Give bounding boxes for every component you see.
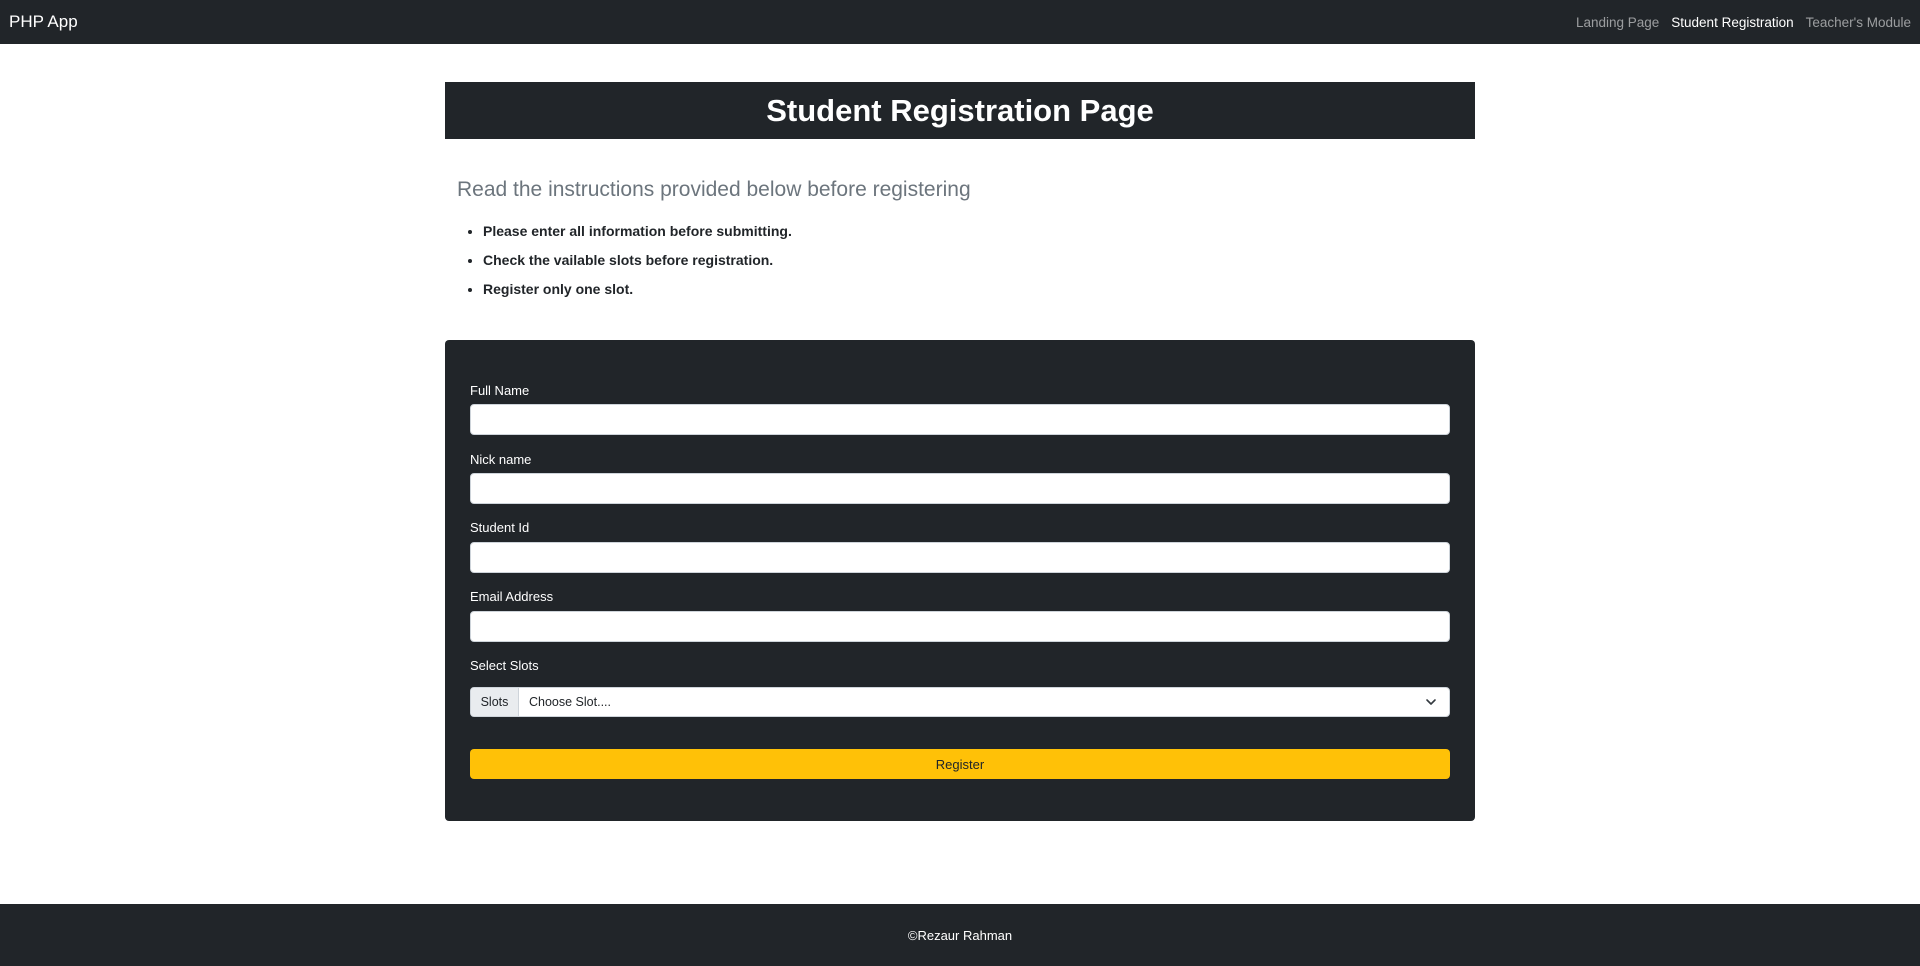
page-title: Student Registration Page [766,92,1154,128]
list-item: • Register only one slot. [483,279,792,308]
full-name-input[interactable] [470,404,1450,435]
select-slots-label: Select Slots [470,658,539,673]
slot-select-value: Choose Slot.... [529,695,611,709]
page-title-banner [445,82,1475,139]
email-input[interactable] [470,611,1450,642]
slot-select-group [470,687,1450,717]
instructions-title: Read the instructions provided below before registering [457,178,971,201]
student-id-label: Student Id [470,520,530,535]
nick-name-input[interactable] [470,473,1450,504]
footer [0,904,1920,966]
registration-form [445,340,1475,821]
register-button[interactable]: Register [470,749,1450,779]
nav-links [1576,15,1911,30]
list-item: • Check the vailable slots before registration. [483,250,792,279]
full-name-label: Full Name [470,383,530,398]
slot-select[interactable] [519,688,1449,716]
student-id-input[interactable] [470,542,1450,573]
brand-link[interactable]: PHP App [9,12,78,31]
list-item: • Please enter all information before submitting. [483,221,792,250]
nick-name-label: Nick name [470,452,532,467]
nav-link-student-registration[interactable]: Student Registration [1671,14,1794,30]
footer-copyright: ©Rezaur Rahman [907,927,1013,943]
nav-link-landing-page[interactable]: Landing Page [1575,14,1660,30]
chevron-down-icon [1425,696,1437,708]
nav-link-teachers-module[interactable]: Teacher's Module [1805,14,1911,30]
slots-addon: Slots [471,688,519,716]
navbar [0,0,1920,44]
email-label: Email Address [470,589,554,604]
instructions-list [483,221,792,308]
